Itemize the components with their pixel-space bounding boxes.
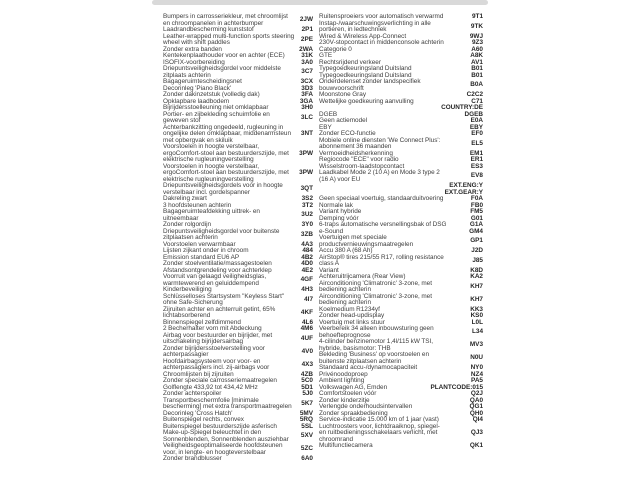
equipment-description: Voorruit van gelaagd veiligheidsglas, warmtewerend en geluiddempend — [163, 273, 267, 287]
equipment-description: e-Sound — [319, 227, 344, 235]
equipment-code: 3ZB — [300, 230, 313, 238]
equipment-row — [163, 144, 313, 164]
equipment-description: GTE — [319, 52, 333, 59]
equipment-row — [319, 138, 483, 151]
equipment-row — [319, 443, 483, 450]
equipment-code: EM1 — [469, 149, 483, 157]
equipment-code: EL5 — [471, 139, 483, 147]
equipment-code: B01 — [471, 65, 483, 72]
equipment-code: 3U2 — [301, 211, 313, 219]
equipment-code: PA5 — [471, 377, 483, 384]
equipment-code: L0L — [471, 318, 483, 326]
equipment-row — [163, 112, 313, 125]
equipment-description: Voorstoelen verwarmbaar — [163, 240, 236, 248]
equipment-description: Luchtroosters voor, lichtdraaiknop, spiegel- en ruitbedieningsschakelaars verlicht, met chroomrand — [319, 422, 440, 443]
equipment-code-list — [163, 14, 483, 463]
equipment-description: Achterbankzitting ongedeeld, rugleuning in ongelijke delen omklapbaar, middenarmsteun met opbergvak en skiluik — [163, 123, 292, 144]
equipment-code: KH7 — [470, 282, 483, 290]
equipment-code: KA2 — [470, 273, 483, 280]
equipment-description: 2 Becherhalter vorn mit Abdeckung — [163, 325, 262, 332]
equipment-code: 5RQ — [299, 416, 313, 423]
equipment-description: Zijruiten achter en achterruit getint, 65% lichtabsorberend — [163, 305, 276, 319]
equipment-code: 4I7 — [304, 295, 313, 303]
equipment-row — [163, 294, 313, 307]
equipment-description: Leather-wrapped multi-function sports steering wheel with shift paddles — [163, 32, 295, 46]
equipment-code: 3NT — [300, 130, 313, 137]
equipment-description: Service-indicatie 15.000 km of 1 jaar (vast) — [319, 416, 439, 423]
equipment-description: Airbag voor bestuurder en bijrijder, met uitschakeling bijrijdersairbag — [163, 331, 273, 345]
equipment-code: 2PE — [300, 35, 313, 43]
equipment-description: Zonder speciale carrosseriemaatregelen — [163, 377, 277, 384]
equipment-description: Laadrandbescherming kunststof — [163, 26, 254, 33]
equipment-code: A8K — [470, 52, 483, 59]
equipment-code: KS0 — [470, 312, 483, 319]
equipment-code: EXT.GEAR:Y — [444, 188, 483, 196]
equipment-description: Portier- en zijbekleding schuimfolie en geweven stof — [163, 110, 270, 124]
equipment-code: C2C2 — [466, 91, 483, 98]
equipment-description: Decorinleg 'Cross Hatch' — [163, 409, 233, 417]
equipment-description: Multifunctiecamera — [319, 442, 373, 449]
equipment-description: Verlengde onderhoudsintervallen — [319, 403, 413, 410]
equipment-code: 3H0 — [301, 104, 313, 111]
equipment-description: Emission standard EU6 AP — [163, 253, 240, 261]
equipment-description: Zonder extra banden — [163, 45, 222, 53]
equipment-description: Hoofdairbagsysteem voor voor- en achterpassagiers incl. zij-airbags voor — [163, 357, 270, 371]
equipment-code: G1A — [469, 221, 483, 228]
equipment-code: 2JW — [299, 16, 313, 24]
equipment-code: 4GF — [300, 276, 313, 284]
equipment-description: Variant hybride — [319, 208, 362, 215]
equipment-description: Rechtsrijdend verkeer — [319, 58, 381, 66]
equipment-description: Standaard accu-/dynamocapaciteit — [319, 364, 418, 371]
equipment-description: Vermoeidheidsherkenning — [319, 149, 393, 157]
equipment-description: AirStop® tires 215/55 R17, rolling resistance class A — [319, 253, 444, 267]
equipment-description: Decorinleg 'Piano Black' — [163, 84, 232, 92]
equipment-code: E0A — [470, 117, 483, 124]
equipment-code: QJ3 — [470, 429, 483, 436]
equipment-code: NZ4 — [470, 370, 483, 378]
equipment-code: NY0 — [470, 364, 483, 371]
equipment-code: ES3 — [470, 162, 483, 170]
equipment-code: EF0 — [471, 130, 483, 137]
equipment-description: Driepuntsveiligheidsgordels voor in hoogte verstelbaar incl. gordelspanner — [163, 182, 283, 196]
equipment-code: EBY — [469, 123, 483, 131]
equipment-code: 3D3 — [301, 84, 313, 92]
equipment-description: Chroomlijsten bij zijruiten — [163, 370, 234, 378]
equipment-description: Bijrijdersstoelleuning niet omklapbaar — [163, 104, 269, 111]
equipment-code: 5XV — [300, 432, 313, 440]
equipment-description: Transportbeschermfolie [minimale bescherming] met extra transportmaatregelen — [163, 396, 292, 410]
equipment-code: GP1 — [470, 237, 483, 245]
equipment-code: KH7 — [470, 295, 483, 303]
equipment-code: 4V0 — [301, 347, 313, 355]
equipment-code: 5K7 — [301, 399, 313, 407]
equipment-code: L34 — [471, 328, 483, 336]
equipment-code: 3CX — [300, 78, 313, 85]
equipment-description: Opklapbare laadbodem — [163, 97, 230, 105]
equipment-code: 4A3 — [301, 240, 313, 248]
equipment-description: Regiocode "ECE" voor radio — [319, 156, 399, 163]
equipment-code: QA0 — [469, 396, 483, 404]
equipment-row — [319, 281, 483, 294]
equipment-code: 5D1 — [301, 383, 313, 391]
equipment-description: Ruitensproeiers voor automatisch verwarmd — [319, 13, 444, 20]
equipment-description: Zonder kinderzitje — [319, 396, 370, 404]
equipment-code: Q2J — [470, 390, 483, 397]
equipment-description: Make-up-Spiegel beleuchtet in den Sonnenblenden, Sonnenblenden ausziehbar — [163, 429, 289, 443]
equipment-description: Accu 380 A (68 Ah) — [319, 247, 373, 254]
equipment-code: 3QT — [300, 185, 313, 193]
equipment-description: DGEB — [319, 110, 338, 118]
equipment-code: 4H3 — [301, 286, 313, 293]
equipment-code: QI4 — [472, 416, 483, 423]
equipment-code: 5C0 — [301, 377, 313, 384]
equipment-description: EBY — [319, 123, 332, 131]
equipment-row — [163, 229, 313, 242]
equipment-code: 2WA — [299, 45, 313, 53]
equipment-description: ISOFIX-voorbereiding — [163, 58, 225, 66]
equipment-description: Airconditioning 'Climatronic' 3-zone, met bediening achterin — [319, 292, 433, 306]
equipment-code: 31K — [301, 52, 313, 59]
equipment-row — [319, 424, 483, 444]
equipment-description: 4-cilinder benzinemotor 1,4l/115 kW TSI, hybride, basismotor: THB — [319, 338, 434, 352]
equipment-description: Achteruitrijcamera (Rear View) — [319, 273, 406, 280]
equipment-code: 3PW — [299, 169, 313, 176]
equipment-description: Driepuntsveiligheidsgordel voor middelste zitplaats achterin — [163, 65, 281, 79]
equipment-code: 5SL — [301, 422, 313, 430]
equipment-description: Geen speciaal voertuig, standaarduitvoering — [319, 195, 444, 202]
equipment-code: DGEB — [464, 110, 483, 118]
equipment-description: Binnenspiegel zelfdimmend — [163, 318, 241, 326]
equipment-description: Zonder rolgordijn — [163, 221, 212, 228]
equipment-code: J85 — [472, 256, 483, 264]
equipment-description: Voorstoelen in hoogte verstelbaar, ergoComfort-stoel aan bestuurderszijde, met elektrische rugleuningverstelling — [163, 162, 289, 183]
equipment-description: Airconditioning 'Climatronic' 3-zone, met bediening achterin — [319, 279, 433, 293]
equipment-description: Typegoedkeuringsland Duitsland — [319, 71, 412, 79]
equipment-description: Kentekenplaathouder voor en achter (ECE) — [163, 52, 285, 59]
equipment-description: Laadkabel Mode 2 (10 A) en Mode 3 type 2 (16 A) voor EU — [319, 169, 440, 183]
equipment-code: 4UF — [300, 334, 313, 342]
equipment-row — [163, 359, 313, 372]
equipment-description: Normale lak — [319, 201, 353, 209]
equipment-code: EXT.ENG:Y — [449, 182, 483, 189]
equipment-list-left-column — [163, 14, 313, 463]
equipment-code: 3C7 — [301, 68, 313, 76]
equipment-code: 4E2 — [301, 266, 313, 274]
equipment-description: Zonder dakinzetstuk (volledig dak) — [163, 91, 260, 98]
equipment-code: FB0 — [470, 201, 483, 209]
equipment-code: ER1 — [470, 156, 483, 163]
equipment-description: Privénoodoproep — [319, 370, 368, 378]
equipment-code: 9TK — [470, 22, 483, 30]
equipment-code: 4D0 — [301, 260, 313, 267]
equipment-code: EV8 — [470, 172, 483, 180]
equipment-code: QH0 — [469, 409, 483, 417]
equipment-code: N0U — [470, 354, 483, 362]
equipment-description: Kinderbeveiliging — [163, 286, 212, 293]
equipment-row — [163, 125, 313, 145]
equipment-row — [163, 164, 313, 184]
equipment-code: 4X3 — [301, 360, 313, 368]
equipment-description: Demping vóór — [319, 214, 359, 222]
equipment-code: 4M6 — [300, 325, 313, 332]
equipment-description: Voertuig met links stuur — [319, 318, 385, 326]
equipment-row — [163, 346, 313, 359]
equipment-description: Bekleding 'Business' op voorstoelen en buitenste zitplaatsen achterin — [319, 351, 429, 365]
equipment-code: 4KF — [300, 308, 313, 316]
equipment-code: 3GA — [299, 97, 313, 105]
equipment-description: Zonder spraakbediening — [319, 409, 388, 417]
equipment-description: Bumpers in carrosseriekleur, met chroomlijst en chroompanelen in achterbumper — [163, 13, 288, 27]
equipment-description: Afstandsontgrendeling voor achterklep — [163, 266, 272, 274]
equipment-description: Zonder head-updisplay — [319, 312, 385, 319]
equipment-description: Driepuntsveiligheidsgordel voor buitenste zitplaatsen achterin — [163, 227, 280, 241]
equipment-code: QK1 — [469, 442, 483, 449]
equipment-row — [319, 255, 483, 268]
equipment-description: Schlüsselloses Startsystem "Keyless Start" ohne Safe-Sicherung — [163, 292, 285, 306]
equipment-code: 3FA — [301, 91, 313, 98]
equipment-description: Voorstoelen in hoogte verstelbaar, ergoComfort-stoel aan bestuurderszijde, met elektrische rugleuningverstelling — [163, 143, 289, 163]
equipment-description: Onderdelenset zonder landspecifiek bouwvoorschrift — [319, 78, 421, 92]
equipment-code: 9Z3 — [471, 39, 483, 46]
equipment-row — [163, 333, 313, 346]
equipment-description: Geen actiemodel — [319, 117, 368, 124]
equipment-description: Wettelijke goedkeuring aanvulling — [319, 97, 414, 105]
equipment-description: Bagageruimtescheidingsnet — [163, 78, 242, 85]
equipment-description: Categorie 0 — [319, 45, 352, 53]
equipment-code: B0A — [470, 81, 483, 89]
equipment-description: Volkswagen AG, Emden — [319, 383, 388, 391]
equipment-code: C71 — [471, 97, 483, 105]
horizontal-scrollbar-thumb[interactable] — [152, 0, 488, 5]
equipment-code: 5J0 — [302, 390, 313, 397]
equipment-code: 9WJ — [469, 32, 483, 40]
equipment-code: J2D — [471, 247, 483, 254]
equipment-code: 3T2 — [301, 201, 313, 209]
equipment-description: Moonstone Gray — [319, 91, 367, 98]
equipment-code: 6A0 — [301, 455, 313, 462]
equipment-code: A60 — [471, 45, 483, 53]
equipment-description: 3 hoofdsteunen achterin — [163, 201, 232, 209]
equipment-code: 9T1 — [471, 13, 483, 20]
equipment-code: GM4 — [469, 227, 483, 235]
equipment-description: Zonder stoelventilatie/massagestoelen — [163, 260, 272, 267]
equipment-description: Koelmedium R1234yf — [319, 305, 380, 313]
equipment-description: Ambient lighting — [319, 377, 365, 384]
equipment-code: 4ZB — [300, 370, 313, 378]
equipment-code: MV3 — [469, 341, 483, 349]
equipment-description: Instap-/waarschuwingsverlichting in alle portieren, in ledtechniek — [319, 19, 431, 33]
equipment-code: 5ZC — [300, 445, 313, 453]
equipment-description: Dakreling zwart — [163, 195, 207, 202]
equipment-code: K8D — [470, 266, 483, 274]
equipment-code: F0A — [470, 195, 483, 202]
equipment-description: Comfortstoelen vóór — [319, 390, 377, 397]
equipment-code: 3LC — [300, 113, 313, 121]
equipment-row — [163, 398, 313, 411]
equipment-description: Lijsten zijkant onder in chroom — [163, 247, 249, 254]
equipment-description: Wisselstroom-laadstopcontact — [319, 162, 405, 170]
equipment-code: 3Y0 — [301, 221, 313, 228]
equipment-code: AV1 — [471, 58, 483, 66]
equipment-code: 4B2 — [301, 253, 313, 261]
equipment-description: Zonder brandblusser — [163, 455, 222, 462]
equipment-description: Zonder ECO-functie — [319, 130, 376, 137]
equipment-description: Golflengte 433,92 tot 434,42 MHz — [163, 383, 258, 391]
equipment-row — [319, 21, 483, 34]
equipment-code: 484 — [302, 247, 313, 254]
equipment-code: G01 — [470, 214, 483, 222]
equipment-row — [163, 34, 313, 47]
equipment-description: Voertuigen met speciale productvernieuwingsmaatregelen — [319, 234, 414, 248]
equipment-code: 3S2 — [301, 195, 313, 202]
equipment-code: PLANTCODE:015 — [430, 383, 483, 391]
equipment-code: 3PW — [299, 149, 313, 157]
equipment-code: 4L6 — [301, 318, 313, 326]
equipment-description: Typegoedkeuringsland Duitsland — [319, 65, 412, 72]
equipment-description: Veiligheidsgeoptimaliseerde hoofdsteunen voor, in lengte- en hoogteverstelbaar — [163, 442, 283, 456]
equipment-description: Bagageruimteafdekking uittrek- en uitneembaar — [163, 208, 260, 222]
equipment-description: 6-traps automatische versnellingsbak of DSG — [319, 221, 447, 228]
equipment-code: 2P1 — [301, 26, 313, 33]
equipment-description: Variant — [319, 266, 339, 274]
equipment-code: 3A0 — [301, 58, 313, 66]
equipment-description: Mobiele online diensten 'We Connect Plus': abonnement 36 maanden — [319, 136, 441, 150]
equipment-row — [163, 456, 313, 463]
equipment-description: Zonder bijrijdersstoelverstelling voor achterpassagier — [163, 344, 265, 358]
equipment-row — [163, 307, 313, 320]
equipment-description: Buitenspiegel bestuurderszijde asferisch — [163, 422, 277, 430]
equipment-list-right-column — [319, 14, 483, 463]
equipment-description: Veerbereik 34 alleen inbouwsturing geen behoefteprognose — [319, 325, 434, 339]
equipment-description: Zonder achterspoiler — [163, 390, 222, 397]
equipment-description: Wired & Wireless App-Connect — [319, 32, 407, 40]
equipment-code: KK3 — [470, 305, 483, 313]
equipment-code: B01 — [471, 71, 483, 79]
equipment-description: Buitenspiegel rechts, convex — [163, 416, 244, 423]
equipment-row — [319, 294, 483, 307]
equipment-code: 5MV — [299, 409, 313, 417]
equipment-code: COUNTRY:DE — [441, 104, 483, 111]
equipment-code: QG1 — [469, 403, 483, 410]
equipment-description: 230V-stopcontact in middenconsole achterin — [319, 39, 444, 46]
equipment-code: FM5 — [470, 208, 483, 215]
